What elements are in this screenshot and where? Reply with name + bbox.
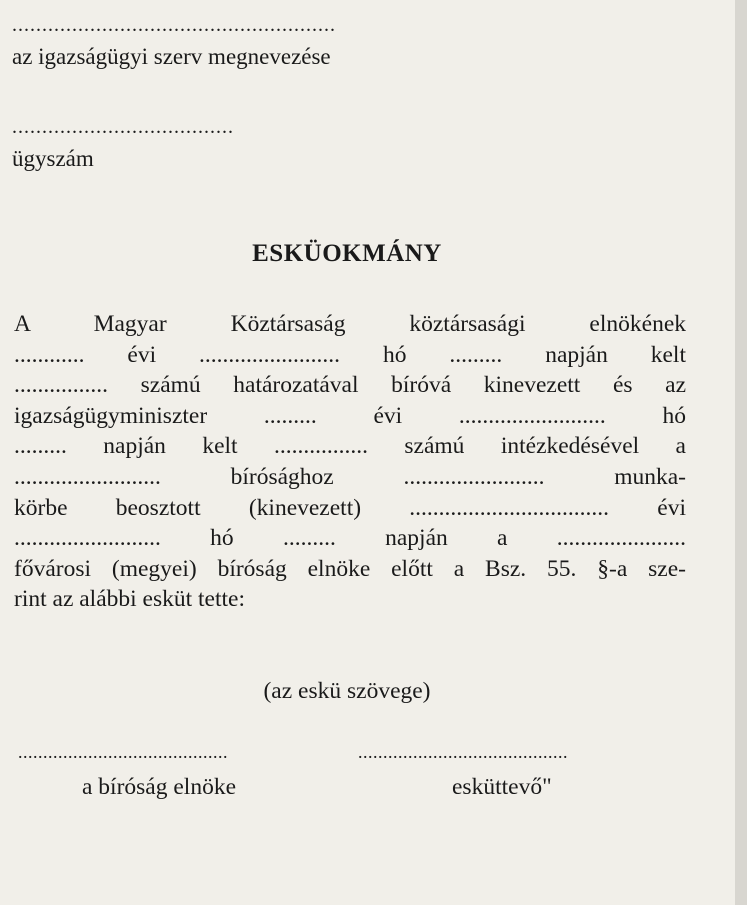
oath-taker-signature-label: esküttevő" [452,774,552,800]
page-edge [735,0,747,905]
president-signature-label: a bíróság elnöke [82,774,237,800]
president-signature-dots: .......................................... [18,742,228,762]
body-line: fővárosi (megyei) bíróság elnöke előtt a Bsz. 55. §-a sze- [14,555,686,582]
oath-text: (az eskü szövege) [263,678,431,704]
body-line: ............ évi ........................ hó ......... napján kelt [14,341,686,368]
body-line: A Magyar Köztársaság köztársasági elnökének [14,311,686,337]
body-line: ................ számú határozatával bíróvá kinevezett és az [14,372,686,399]
body-line: rint az alábbi esküt tette: [14,586,245,613]
body-line: igazságügyminiszter ......... évi ......................... hó [14,402,686,429]
body-paragraph [14,309,686,615]
document-title: ESKÜOKMÁNY [252,240,442,267]
case-number-dots: ..................................... [12,116,234,138]
organ-dots: ...................................................... [12,14,336,36]
organ-label: az igazságügyi szerv megnevezése [12,44,331,69]
body-line: ......................... bírósághoz ........................ munka- [14,463,686,490]
body-line: ......... napján kelt ................ számú intézkedésével a [14,433,686,460]
body-line: ......................... hó ......... napján a ...................... [14,525,686,552]
body-line: körbe beosztott (kinevezett) .................................. évi [14,494,686,521]
case-number-label: ügyszám [12,146,94,171]
oath-taker-signature-dots: .......................................... [358,742,568,762]
